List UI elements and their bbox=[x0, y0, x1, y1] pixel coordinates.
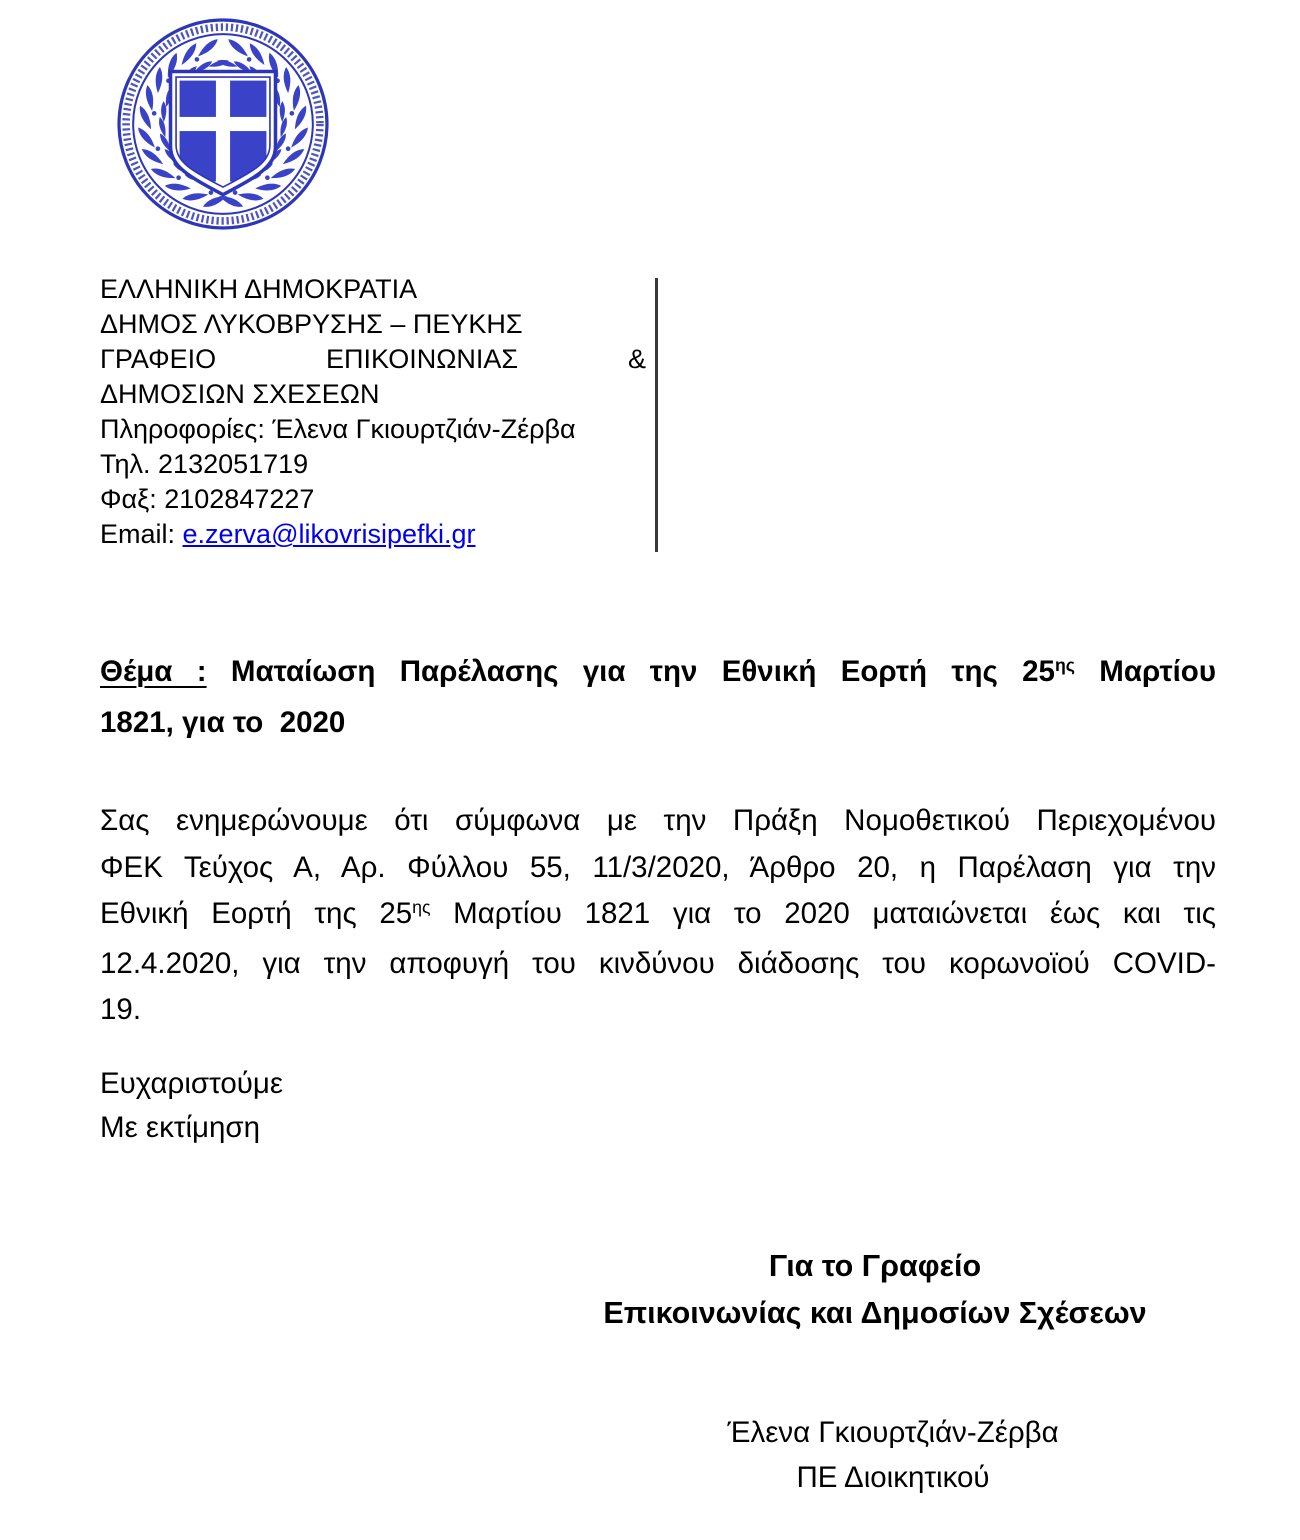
body-line-3-pre: Εθνική Εορτή της 25 bbox=[100, 897, 413, 930]
org-office-word-1: ΓΡΑΦΕΙΟ bbox=[100, 344, 217, 374]
subject-line-1-end: Μαρτίου bbox=[1075, 655, 1217, 688]
signer-title: ΠΕ Διοικητικού bbox=[796, 1461, 990, 1494]
org-municipality: ΔΗΜΟΣ ΛΥΚΟΒΡΥΣΗΣ – ΠΕΥΚΗΣ bbox=[100, 309, 523, 339]
subject-line-1-text: Ματαίωση Παρέλασης για την Εθνική Εορτή της 25 bbox=[206, 655, 1055, 688]
body-line-3 bbox=[100, 891, 1216, 941]
subject-block bbox=[100, 648, 1216, 746]
signature-office-block bbox=[425, 1243, 1300, 1337]
body-line-5: 19. bbox=[100, 993, 142, 1026]
closing-block bbox=[100, 1062, 283, 1150]
contact-info: Πληροφορίες: Έλενα Γκιουρτζιάν-Ζέρβα bbox=[100, 414, 576, 444]
closing-thanks: Ευχαριστούμε bbox=[100, 1067, 284, 1100]
body-paragraph bbox=[100, 798, 1216, 1034]
signer-name: Έλενα Γκιουρτζιάν-Ζέρβα bbox=[727, 1416, 1059, 1449]
contact-fax: Φαξ: 2102847227 bbox=[100, 484, 315, 514]
subject-ordinal-superscript: ης bbox=[1054, 655, 1075, 676]
contact-email-line bbox=[100, 517, 646, 552]
body-ordinal-superscript: ης bbox=[412, 897, 431, 918]
email-label: Email: bbox=[100, 519, 183, 549]
org-republic: ΕΛΛΗΝΙΚΗ ΔΗΜΟΚΡΑΤΙΑ bbox=[100, 274, 418, 304]
body-line-1: Σας ενημερώνουμε ότι σύμφωνα με την Πράξη Νομοθετικού Περιεχομένου bbox=[100, 804, 1216, 837]
signature-office-line-1: Για το Γραφείο bbox=[768, 1249, 982, 1283]
contact-phone: Τηλ. 2132051719 bbox=[100, 449, 309, 479]
org-office-word-2: ΕΠΙΚΟΙΝΩΝΙΑΣ bbox=[326, 344, 519, 374]
body-line-3-post: Μαρτίου 1821 για το 2020 ματαιώνεται έως και τις bbox=[430, 897, 1216, 930]
closing-regards: Με εκτίμηση bbox=[100, 1111, 261, 1144]
subject-line-2: 1821, για το 2020 bbox=[100, 706, 346, 739]
org-office-line-2: ΔΗΜΟΣΙΩΝ ΣΧΕΣΕΩΝ bbox=[100, 379, 380, 409]
org-office-word-3: & bbox=[627, 344, 646, 374]
email-link[interactable]: e.zerva@likovrisipefki.gr bbox=[182, 519, 476, 549]
body-line-2: ΦΕΚ Τεύχος Α, Αρ. Φύλλου 55, 11/3/2020, Άρθρο 20, η Παρέλαση για την bbox=[100, 850, 1216, 884]
sender-header bbox=[100, 272, 646, 552]
signature-office-line-2: Επικοινωνίας και Δημοσίων Σχέσεων bbox=[603, 1296, 1147, 1330]
header-divider-rule bbox=[655, 278, 658, 552]
signer-block bbox=[443, 1410, 1300, 1500]
org-office-line-1 bbox=[100, 342, 646, 377]
body-line-4: 12.4.2020, για την αποφυγή του κινδύνου διάδοσης του κορωνοϊού COVID- bbox=[100, 946, 1216, 980]
subject-line-1 bbox=[100, 648, 1216, 699]
subject-label: Θέμα : bbox=[100, 655, 207, 688]
greek-coat-of-arms-icon bbox=[116, 13, 330, 235]
